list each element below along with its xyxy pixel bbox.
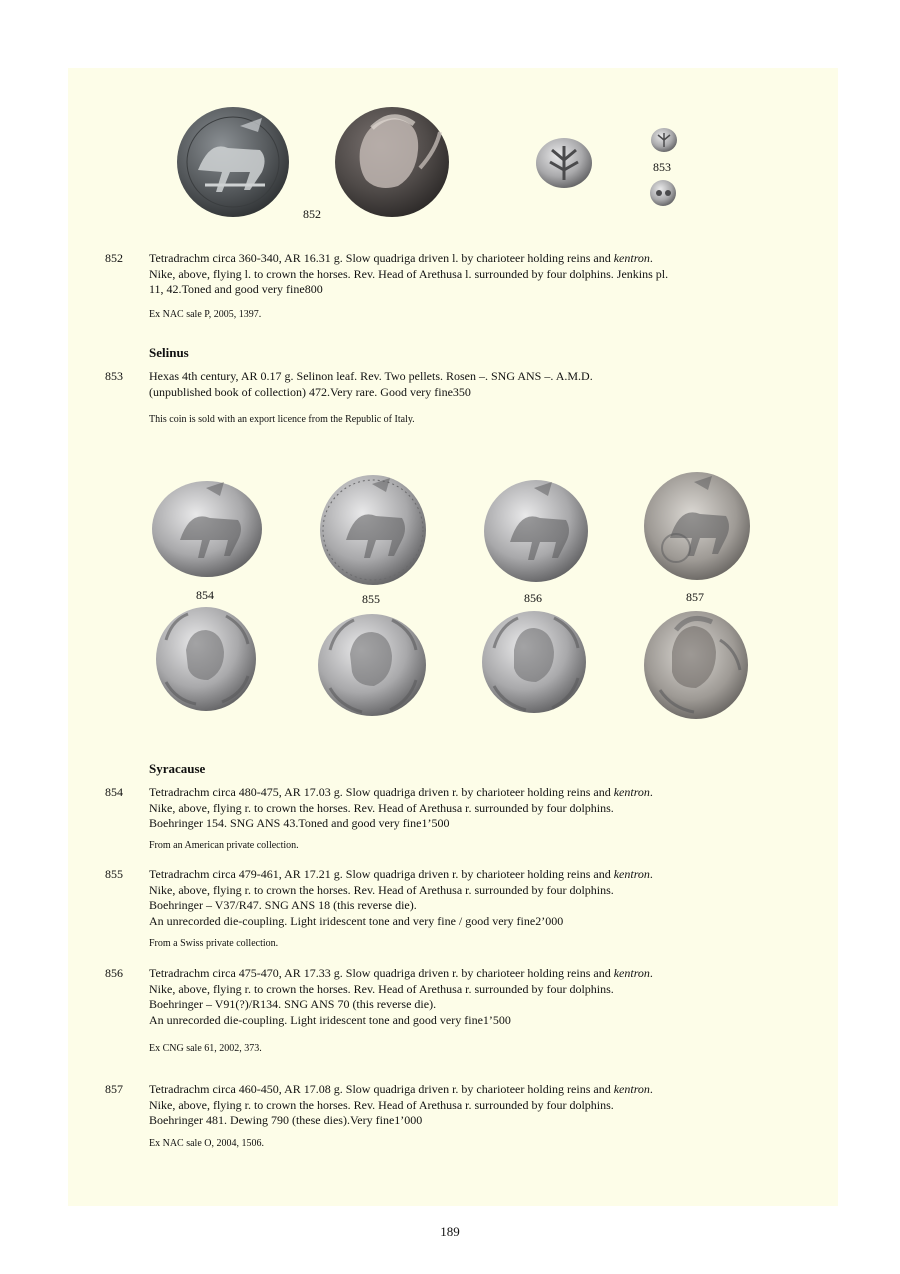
lot-condition: An unrecorded die-coupling. Light iridescent tone and very fine / good very fine xyxy=(149,913,536,928)
mint-heading: Selinus xyxy=(149,345,189,360)
lot-description: Hexas 4th century, AR 0.17 g. Selinon leaf. Rev. Two pellets. Rosen –. SNG ANS –. A.M.D. (unpublished book of collection) 472.Very rare. Good very fine350 xyxy=(149,369,593,399)
lot-estimate: 2’000 xyxy=(535,913,564,928)
lot-description: Tetradrachm circa 460-450, AR 17.08 g. Slow quadriga driven r. by charioteer holding reins and kentron. Nike, above, flying r. to crown the horses. Rev. Head of Arethusa r. surrounded by four dolphins. Boehringer 481. Dewing 790 (these dies).Very fine1’000 xyxy=(149,1082,653,1128)
lot-condition: Very fine xyxy=(349,1113,395,1128)
lot-estimate: 350 xyxy=(452,384,471,399)
lot-provenance: Ex NAC sale P, 2005, 1397. xyxy=(149,309,262,320)
lot-number: 856 xyxy=(105,966,123,980)
lot-provenance: Ex NAC sale O, 2004, 1506. xyxy=(149,1138,264,1149)
coin-853-reverse-bottom xyxy=(650,180,676,206)
lot-provenance: This coin is sold with an export licence from the Republic of Italy. xyxy=(149,414,415,425)
lot-number: 854 xyxy=(105,785,123,799)
coin-856-obverse xyxy=(484,480,588,582)
lot-number: 855 xyxy=(105,867,123,881)
coin-857-obverse xyxy=(644,472,750,580)
lot-number: 853 xyxy=(105,369,123,383)
page-number: 189 xyxy=(440,1224,460,1239)
coin-label-857: 857 xyxy=(686,590,704,604)
lot-condition: An unrecorded die-coupling. Light iridescent tone and good very fine xyxy=(149,1012,483,1027)
coin-label-855: 855 xyxy=(362,592,380,606)
coin-label-853: 853 xyxy=(653,160,671,174)
coin-852-obverse xyxy=(177,107,289,217)
coin-855-obverse xyxy=(320,475,426,585)
lot-description: Tetradrachm circa 475-470, AR 17.33 g. Slow quadriga driven r. by charioteer holding reins and kentron. Nike, above, flying r. to crown the horses. Rev. Head of Arethusa r. surrounded by four dolphins. Boehringer – V91(?)/R134. SNG ANS 70 (this reverse die). An unrecorded die-coupling. Light iridescent tone and good very fine1’500 xyxy=(149,966,653,1027)
lot-description: Tetradrachm circa 360-340, AR 16.31 g. Slow quadriga driven l. by charioteer holding reins and kentron. Nike, above, flying l. to crown the horses. Rev. Head of Arethusa l. surrounded by four dolphins. Jenkins pl. 11, 42.Toned and good very fine800 xyxy=(149,251,669,297)
coin-852-reverse xyxy=(335,107,449,217)
coin-853-reverse-top xyxy=(651,128,677,152)
coin-856-reverse xyxy=(482,611,586,713)
lot-condition: Toned and good very fine xyxy=(298,816,422,831)
lot-condition: Very rare. Good very fine xyxy=(329,384,453,399)
lot-description: Tetradrachm circa 479-461, AR 17.21 g. Slow quadriga driven r. by charioteer holding reins and kentron. Nike, above, flying r. to crown the horses. Rev. Head of Arethusa r. surrounded by four dolphins. Boehringer – V37/R47. SNG ANS 18 (this reverse die). An unrecorded die-coupling. Light iridescent tone and very fine / good very fine2’000 xyxy=(149,867,653,928)
lot-estimate: 1’000 xyxy=(394,1113,423,1128)
lot-estimate: 800 xyxy=(304,282,323,297)
lot-provenance: Ex CNG sale 61, 2002, 373. xyxy=(149,1043,262,1054)
mint-heading: Syracause xyxy=(149,761,206,776)
lot-estimate: 1’500 xyxy=(421,816,450,831)
lot-number: 852 xyxy=(105,251,123,265)
coin-853-obverse xyxy=(536,138,592,188)
coin-label-856: 856 xyxy=(524,591,542,605)
lot-provenance: From a Swiss private collection. xyxy=(149,938,279,949)
lot-provenance: From an American private collection. xyxy=(149,840,299,851)
coin-label-854: 854 xyxy=(196,588,214,602)
coin-855-reverse xyxy=(318,614,426,716)
coin-854-obverse xyxy=(152,481,262,577)
lot-number: 857 xyxy=(105,1082,123,1096)
coin-label-852: 852 xyxy=(303,207,321,221)
coin-857-reverse xyxy=(644,611,748,719)
lot-description: Tetradrachm circa 480-475, AR 17.03 g. Slow quadriga driven r. by charioteer holding reins and kentron. Nike, above, flying r. to crown the horses. Rev. Head of Arethusa r. surrounded by four dolphins. Boehringer 154. SNG ANS 43.Toned and good very fine1’500 xyxy=(149,785,653,831)
lot-estimate: 1’500 xyxy=(482,1012,511,1027)
lot-condition: Toned and good very fine xyxy=(181,282,305,297)
coin-854-reverse xyxy=(156,607,256,711)
